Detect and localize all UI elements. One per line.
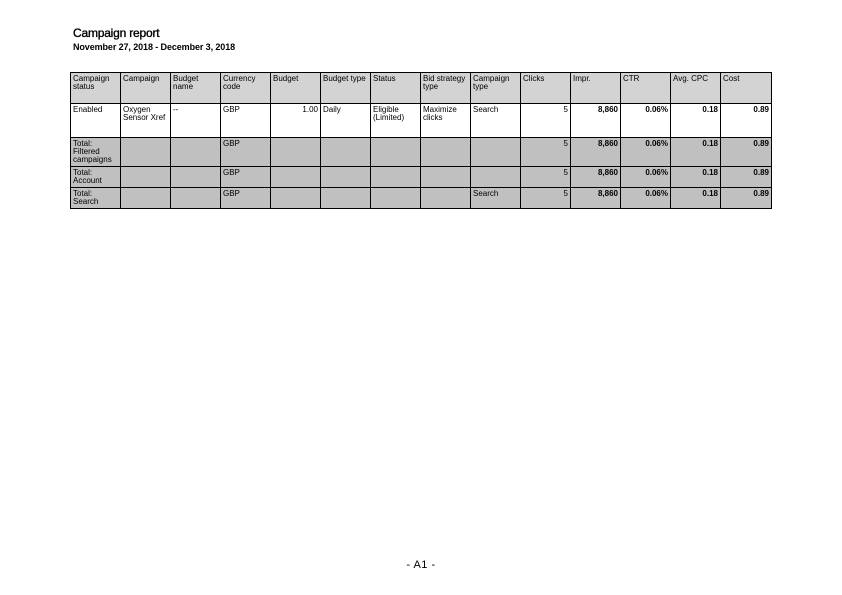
empty-cell xyxy=(321,167,371,188)
total-avg-cpc: 0.18 xyxy=(671,188,721,209)
page-number: - A1 - xyxy=(406,559,436,571)
empty-cell xyxy=(371,167,421,188)
column-header-currency-code: Currency code xyxy=(221,73,271,104)
total-cost: 0.89 xyxy=(721,138,772,167)
cell-campaign-type: Search xyxy=(471,104,521,138)
total-impr: 8,860 xyxy=(571,188,621,209)
empty-cell xyxy=(271,167,321,188)
total-currency-code: GBP xyxy=(221,167,271,188)
total-currency-code: GBP xyxy=(221,188,271,209)
total-ctr: 0.06% xyxy=(621,138,671,167)
empty-cell xyxy=(371,138,421,167)
empty-cell xyxy=(121,167,171,188)
cell-currency-code: GBP xyxy=(221,104,271,138)
cell-clicks: 5 xyxy=(521,104,571,138)
report-title: Campaign report xyxy=(73,26,160,40)
total-row-filtered-campaigns xyxy=(71,138,772,167)
total-label: Total: Account xyxy=(71,167,121,188)
total-impr: 8,860 xyxy=(571,167,621,188)
cell-budget-type: Daily xyxy=(321,104,371,138)
cell-impr: 8,860 xyxy=(571,104,621,138)
total-ctr: 0.06% xyxy=(621,167,671,188)
total-cost: 0.89 xyxy=(721,188,772,209)
total-row-search xyxy=(71,188,772,209)
campaign-report-table xyxy=(70,72,772,209)
total-clicks: 5 xyxy=(521,167,571,188)
empty-cell xyxy=(421,138,471,167)
total-label: Total: Filtered campaigns xyxy=(71,138,121,167)
column-header-ctr: CTR xyxy=(621,73,671,104)
total-avg-cpc: 0.18 xyxy=(671,167,721,188)
empty-cell xyxy=(321,138,371,167)
column-header-budget-name: Budget name xyxy=(171,73,221,104)
cell-campaign: Oxygen Sensor Xref xyxy=(121,104,171,138)
column-header-budget-type: Budget type xyxy=(321,73,371,104)
column-header-bid-strategy-type: Bid strategy type xyxy=(421,73,471,104)
total-ctr: 0.06% xyxy=(621,188,671,209)
cell-ctr: 0.06% xyxy=(621,104,671,138)
empty-cell xyxy=(421,167,471,188)
empty-cell xyxy=(421,188,471,209)
report-date-range: November 27, 2018 - December 3, 2018 xyxy=(73,42,235,52)
empty-cell xyxy=(321,188,371,209)
cell-campaign-status: Enabled xyxy=(71,104,121,138)
column-header-campaign-type: Campaign type xyxy=(471,73,521,104)
empty-cell xyxy=(171,167,221,188)
total-cost: 0.89 xyxy=(721,167,772,188)
total-label: Total: Search xyxy=(71,188,121,209)
empty-cell xyxy=(271,188,321,209)
total-avg-cpc: 0.18 xyxy=(671,138,721,167)
column-header-clicks: Clicks xyxy=(521,73,571,104)
cell-budget: 1.00 xyxy=(271,104,321,138)
column-header-status: Status xyxy=(371,73,421,104)
empty-cell xyxy=(121,138,171,167)
total-campaign-type xyxy=(471,138,521,167)
column-header-budget: Budget xyxy=(271,73,321,104)
empty-cell xyxy=(271,138,321,167)
total-clicks: 5 xyxy=(521,188,571,209)
total-impr: 8,860 xyxy=(571,138,621,167)
column-header-impr: Impr. xyxy=(571,73,621,104)
cell-status: Eligible (Limited) xyxy=(371,104,421,138)
table-row xyxy=(71,104,772,138)
table-header-row xyxy=(71,73,772,104)
empty-cell xyxy=(121,188,171,209)
total-row-account xyxy=(71,167,772,188)
total-clicks: 5 xyxy=(521,138,571,167)
column-header-avg-cpc: Avg. CPC xyxy=(671,73,721,104)
column-header-cost: Cost xyxy=(721,73,772,104)
cell-cost: 0.89 xyxy=(721,104,772,138)
empty-cell xyxy=(371,188,421,209)
empty-cell xyxy=(171,188,221,209)
column-header-campaign-status: Campaign status xyxy=(71,73,121,104)
column-header-campaign: Campaign xyxy=(121,73,171,104)
cell-bid-strategy-type: Maximize clicks xyxy=(421,104,471,138)
total-currency-code: GBP xyxy=(221,138,271,167)
cell-budget-name: -- xyxy=(171,104,221,138)
empty-cell xyxy=(171,138,221,167)
total-campaign-type xyxy=(471,167,521,188)
cell-avg-cpc: 0.18 xyxy=(671,104,721,138)
total-campaign-type: Search xyxy=(471,188,521,209)
